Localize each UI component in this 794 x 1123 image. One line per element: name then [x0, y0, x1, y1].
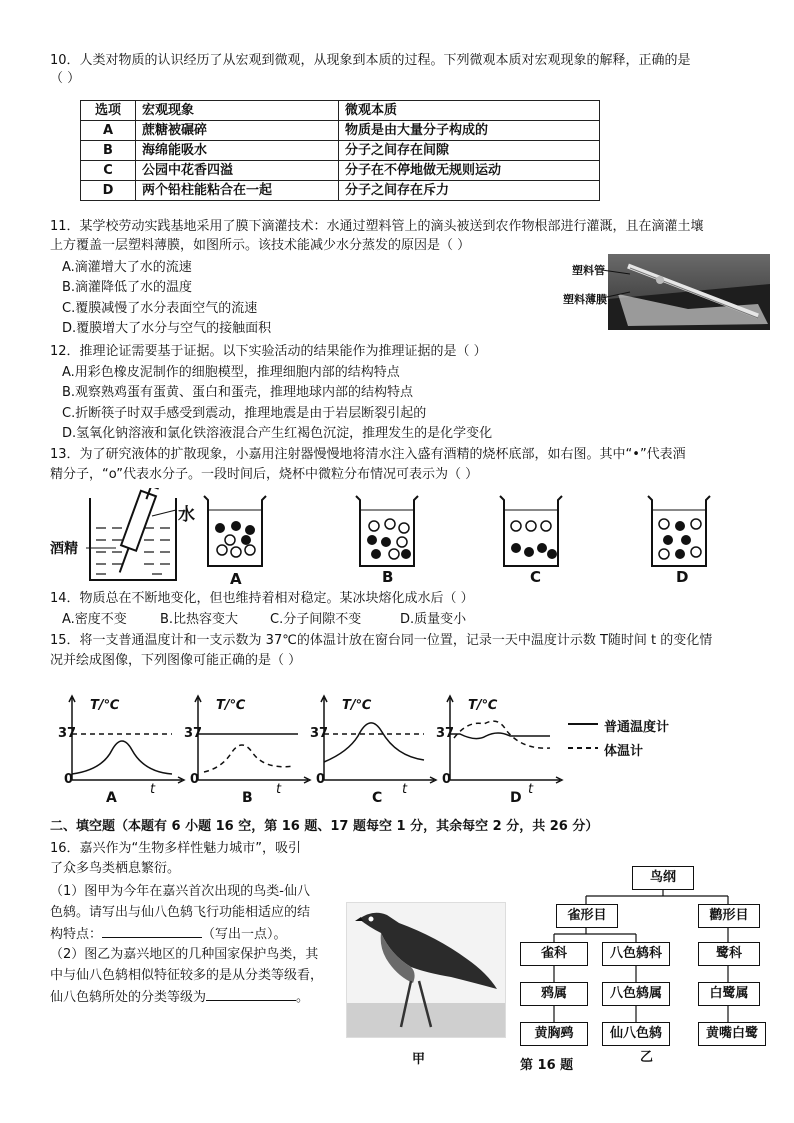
graph-b-tick-37: 37: [184, 726, 203, 741]
q15-graphs-svg: [46, 690, 586, 810]
q14-stem-line1: 14．物质总在不断地变化，但也维持着相对稳定。某冰块熔化成水后（ ）: [50, 591, 474, 606]
graph-a-normal-line: [72, 741, 172, 774]
q12-option-b: B.观察熟鸡蛋有蛋黄、蛋白和蛋壳，推理地球内部的结构特点: [62, 385, 414, 400]
q16-text-4: 色鸫。请写出与仙八色鸫飞行功能相适应的结: [50, 905, 311, 920]
q16-text-3: （1）图甲为今年在嘉兴首次出现的鸟类-仙八: [50, 884, 310, 899]
photo-pointer-lines: [600, 266, 640, 300]
graph-legend-lines: [566, 716, 602, 756]
q16-text-5b: （写出一点）。: [202, 927, 287, 942]
tree-order-passeriformes: 雀形目: [556, 904, 618, 928]
label-alcohol: 酒精: [50, 541, 78, 557]
table-cell: 分子之间存在斥力: [339, 181, 600, 201]
table-cell: 海绵能吸水: [136, 141, 339, 161]
q10-stem-line2: （ ）: [50, 71, 81, 86]
alcohol-pointer: [86, 545, 116, 551]
beaker-c: [496, 494, 566, 570]
q13-stem-line2: 精分子，“o”代表水分子。一段时间后，烧杯中微粒分布情况可表示为（ ）: [50, 467, 479, 482]
tree-species-fairy-pitta: 仙八色鸫: [602, 1022, 670, 1046]
graph-c-normal-line: [324, 723, 424, 762]
table-cell: B: [81, 141, 136, 161]
photo-caption-jia: 甲: [412, 1052, 426, 1067]
graph-d-body-line: [454, 721, 550, 748]
q15-stem-line1: 15．将一支普通温度计和一支示数为 37℃的体温计放在窗台同一位置，记录一天中温度计示数 T随时间 t 的变化情: [50, 633, 713, 648]
tree-genus-egretta: 白鹭属: [698, 982, 760, 1006]
graph-a-axis-y: T/℃: [90, 698, 120, 713]
graph-c-axis-x: t: [402, 782, 408, 797]
graph-label-a: A: [106, 790, 117, 806]
q14-option-d: D.质量变小: [400, 612, 467, 627]
graph-a-axis-x: t: [150, 782, 156, 797]
table-header-cell: 宏观现象: [136, 101, 339, 121]
tree-caption-yi: 乙: [640, 1050, 654, 1065]
table-row: [81, 161, 600, 181]
q12-option-a: A.用彩色橡皮泥制作的细胞模型，推理细胞内部的结构特点: [62, 365, 400, 380]
beaker-label-b: B: [382, 568, 394, 586]
table-row: [81, 121, 600, 141]
beaker-b: [352, 494, 422, 570]
q12-option-c: C.折断筷子时双手感受到震动，推理地震是由于岩层断裂引起的: [62, 406, 427, 421]
tree-family-pittidae: 八色鸫科: [602, 942, 670, 966]
q12-option-d: D.氢氧化钠溶液和氯化铁溶液混合产生红褐色沉淀，推理发生的是化学变化: [62, 426, 493, 441]
table-cell: 蔗糖被碾碎: [136, 121, 339, 141]
graph-d-normal-line: [450, 733, 550, 739]
graph-b-body-line: [204, 745, 294, 772]
q16-text-7: 中与仙八色鸫相似特征较多的是从分类等级看，: [50, 968, 324, 983]
table-cell: 两个铅柱能粘合在一起: [136, 181, 339, 201]
beaker-d: [644, 494, 714, 570]
table-cell: D: [81, 181, 136, 201]
q11-option-d: D.覆膜增大了水分与空气的接触面积: [62, 321, 272, 336]
graph-c-tick-37: 37: [310, 726, 329, 741]
table-cell: 公园中花香四溢: [136, 161, 339, 181]
graph-d-axis-y: T/℃: [468, 698, 498, 713]
q11-option-a: A.滴灌增大了水的流速: [62, 260, 192, 275]
q11-stem-line2: 上方覆盖一层塑料薄膜，如图所示。该技术能减少水分蒸发的原因是（ ）: [50, 238, 471, 253]
q14-option-b: B.比热容变大: [160, 612, 239, 627]
q12-stem-line1: 12．推理论证需要基于证据。以下实验活动的结果能作为推理证据的是（ ）: [50, 344, 487, 359]
table-header-row: [81, 101, 600, 121]
q11-stem-line1: 11．某学校劳动实践基地采用了膜下滴灌技术：水通过塑料管上的滴头被送到农作物根部进行灌溉，且在滴灌土壤: [50, 219, 704, 234]
graph-d-tick-37: 37: [436, 726, 455, 741]
q11-option-b: B.滴灌降低了水的温度: [62, 280, 193, 295]
tree-order-ciconiiformes: 鹳形目: [698, 904, 760, 928]
table-row: [81, 141, 600, 161]
table-cell: 分子在不停地做无规则运动: [339, 161, 600, 181]
tree-genus-emberiza: 鸦属: [520, 982, 588, 1006]
q14-option-c: C.分子间隙不变: [270, 612, 362, 627]
q16-text-6: （2）图乙为嘉兴地区的几种国家保护鸟类，其: [50, 947, 319, 962]
graph-c-axis-y: T/℃: [342, 698, 372, 713]
tree-species-yellow-breasted-bunting: 黄胸鹀: [520, 1022, 588, 1046]
graph-b-axis-x: t: [276, 782, 282, 797]
graph-b-origin: 0: [190, 772, 200, 787]
q15-stem-line2: 况并绘成图像，下列图像可能正确的是（ ）: [50, 653, 302, 668]
table-cell: A: [81, 121, 136, 141]
tree-family-ardeidae: 鹭科: [698, 942, 760, 966]
tree-class-node: 鸟纲: [632, 866, 694, 890]
q16-text-5: [50, 925, 287, 944]
beaker-label-a: A: [230, 570, 242, 588]
q10-stem-line1: 10．人类对物质的认识经历了从宏观到微观，从现象到本质的过程。下列微观本质对宏观现象的解释，正确的是: [50, 53, 691, 68]
graph-label-b: B: [242, 790, 253, 806]
q11-option-c: C.覆膜减慢了水分表面空气的流速: [62, 301, 258, 316]
graph-c-origin: 0: [316, 772, 326, 787]
figure-caption-q16: 第 16 题: [520, 1058, 574, 1073]
table-cell: C: [81, 161, 136, 181]
q16-text-5a: 构特点：: [50, 927, 103, 942]
q13-stem-line1: 13．为了研究液体的扩散现象，小嘉用注射器慢慢地将清水注入盛有酒精的烧杯底部，如右图。其中“•”代表酒: [50, 447, 686, 462]
graph-label-c: C: [372, 790, 383, 806]
pitta-bird-photo: [346, 902, 506, 1038]
q16-text-1: 16．嘉兴作为“生物多样性魅力城市”，吸引: [50, 841, 302, 856]
section-2-title: 二、填空题（本题有 6 小题 16 空，第 16 题、17 题每空 1 分，其余每空 2 分，共 26 分）: [50, 819, 599, 834]
graph-d-origin: 0: [442, 772, 452, 787]
table-cell: 分子之间存在间隙: [339, 141, 600, 161]
q10-table: [80, 100, 600, 201]
graph-a-tick-37: 37: [58, 726, 77, 741]
q16-text-8b: 。: [296, 990, 310, 1005]
beaker-label-d: D: [676, 568, 689, 586]
tree-family-emberizidae: 雀科: [520, 942, 588, 966]
answer-blank-2[interactable]: [206, 988, 296, 1001]
beaker-a: [200, 494, 270, 570]
legend-normal-thermometer: 普通温度计: [604, 720, 670, 735]
q16-text-8: [50, 988, 309, 1007]
q15-graphs: [46, 690, 586, 810]
q16-text-2: 了众多鸟类栖息繁衍。: [50, 861, 181, 876]
table-cell: 物质是由大量分子构成的: [339, 121, 600, 141]
legend-body-thermometer: 体温计: [604, 744, 644, 759]
table-row: [81, 181, 600, 201]
photo-label-film: 塑料薄膜: [563, 293, 607, 306]
table-header-cell: 选项: [81, 101, 136, 121]
q14-option-a: A.密度不变: [62, 612, 127, 627]
graph-label-d: D: [510, 790, 522, 806]
graph-b-axis-y: T/℃: [216, 698, 246, 713]
table-header-cell: 微观本质: [339, 101, 600, 121]
label-water: 水: [178, 505, 195, 525]
photo-label-pipe: 塑料管: [572, 264, 605, 277]
graph-d-axis-x: t: [528, 782, 534, 797]
tree-species-chinese-egret: 黄嘴白鹭: [698, 1022, 766, 1046]
beaker-label-c: C: [530, 568, 542, 586]
tree-genus-pitta: 八色鸫属: [602, 982, 670, 1006]
answer-blank-1[interactable]: [102, 925, 202, 938]
q16-text-8a: 仙八色鸫所处的分类等级为: [50, 990, 207, 1005]
graph-a-origin: 0: [64, 772, 74, 787]
